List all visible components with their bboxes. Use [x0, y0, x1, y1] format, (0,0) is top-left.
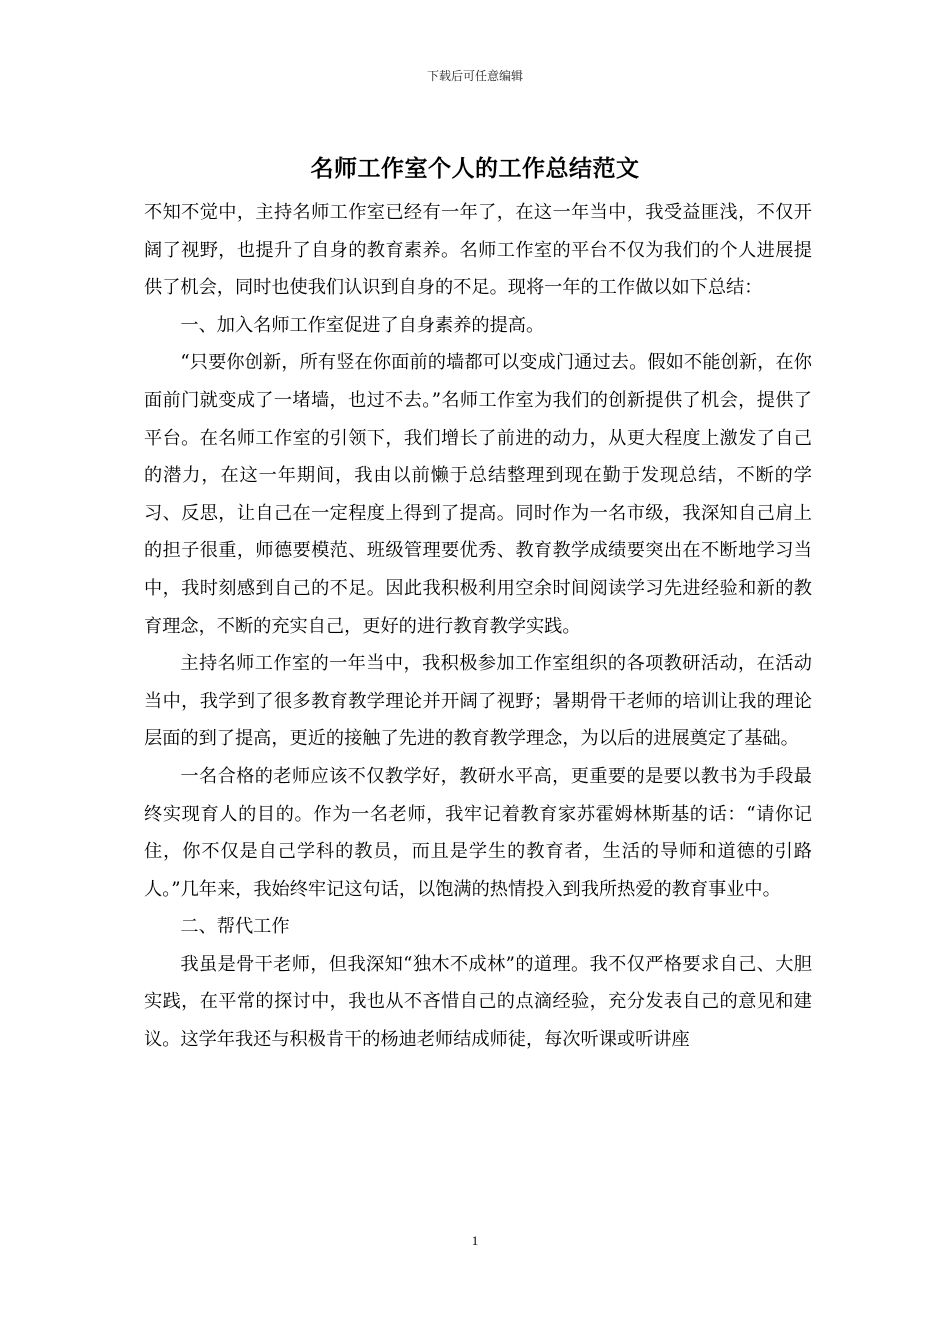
document-body [144, 194, 812, 1059]
page-number: 1 [471, 1233, 479, 1248]
paragraph: 我虽是骨干老师，但我深知“独木不成林”的道理。我不仅严格要求自己、大胆实践，在平常的探讨中，我也从不吝惜自己的点滴经验，充分发表自己的意见和建议。这学年我还与积极肯干的杨迪老师结成师徒，每次听课或听讲座 [144, 953, 812, 1051]
document-title: 名师工作室个人的工作总结范文 [310, 156, 640, 182]
section-heading-1: 一、加入名师工作室促进了自身素养的提高。 [180, 314, 545, 336]
paragraph-intro: 不知不觉中，主持名师工作室已经有一年了，在这一年当中，我受益匪浅，不仅开阔了视野，也提升了自身的教育素养。名师工作室的平台不仅为我们的个人进展提供了机会，同时也使我们认识到自身的不足。现将一年的工作做以如下总结： [144, 202, 812, 299]
paragraph: “只要你创新，所有竖在你面前的墙都可以变成门通过去。假如不能创新，在你面前门就变成了一堵墙，也过不去。”名师工作室为我们的创新提供了机会，提供了平台。在名师工作室的引领下，我们增长了前进的动力，从更大程度上激发了自己的潜力，在这一年期间，我由以前懒于总结整理到现在勤于发现总结，不断的学习、反思，让自己在一定程度上得到了提高。同时作为一名市级，我深知自己肩上的担子很重，师德要模范、班级管理要优秀、教育教学成绩要突出在不断地学习当中，我时刻感到自己的不足。因此我积极利用空余时间阅读学习先进经验和新的教育理念，不断的充实自己，更好的进行教育教学实践。 [144, 352, 812, 637]
paragraph: 一名合格的老师应该不仅教学好，教研水平高，更重要的是要以教书为手段最终实现育人的目的。作为一名老师，我牢记着教育家苏霍姆林斯基的话：“请你记住，你不仅是自己学科的教员，而且是学生的教育者，生活的导师和道德的引路人。”几年来，我始终牢记这句话，以饱满的热情投入到我所热爱的教育事业中。 [144, 765, 812, 900]
paragraph: 主持名师工作室的一年当中，我积极参加工作室组织的各项教研活动，在活动当中，我学到了很多教育教学理论并开阔了视野；暑期骨干老师的培训让我的理论层面的到了提高，更近的接触了先进的教育教学理念，为以后的进展奠定了基础。 [144, 653, 812, 750]
page-header: 下载后可任意编辑 [426, 69, 523, 83]
section-heading-2: 二、帮代工作 [180, 916, 290, 938]
